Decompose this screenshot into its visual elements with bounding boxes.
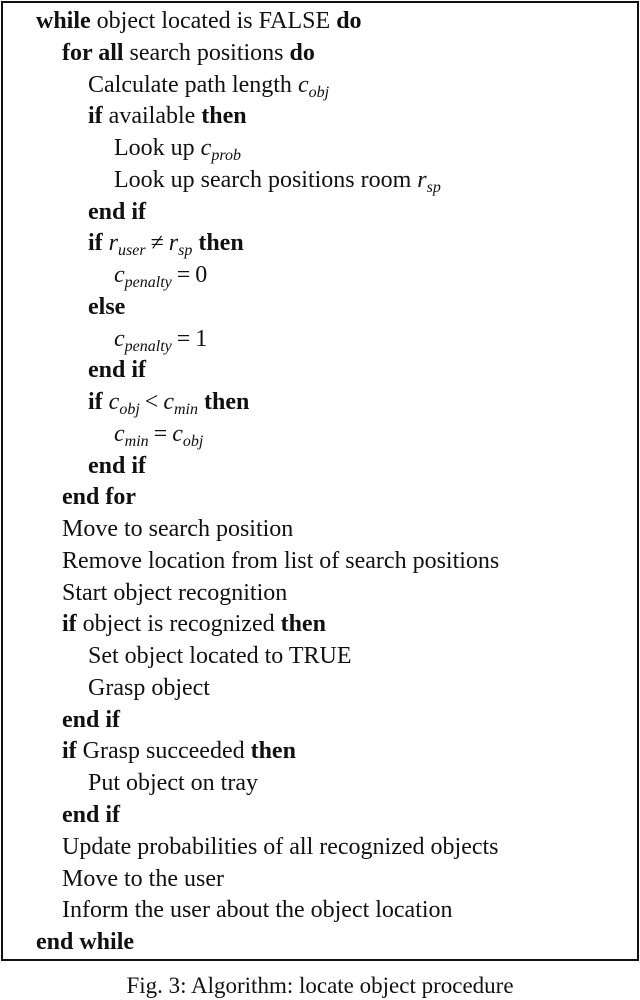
math-variable [172,420,204,450]
figure-caption: Fig. 3: Algorithm: locate object procedure [126,973,514,998]
keyword: then [201,103,247,130]
keyword: end if [88,357,147,384]
algorithm-line [62,481,136,513]
algorithm-line [62,513,293,545]
operator: = [153,420,168,447]
variable-subscript: penalty [124,337,172,355]
algorithm-line [62,608,326,640]
variable-symbol: c [172,420,183,447]
math-variable [114,420,149,450]
text: Start object recognition [62,579,288,606]
keyword: end if [62,802,121,828]
algorithm-line [88,227,244,259]
variable-symbol: r [417,166,427,193]
variable-subscript: penalty [124,274,172,292]
algorithm-line [88,291,125,323]
text: 0 [195,262,208,289]
text: object is recognized [76,611,281,638]
keyword: end if [88,452,147,479]
operator: < [144,389,159,416]
algorithm-line [62,799,120,831]
variable-subscript: sp [426,178,441,196]
algorithm-line [88,354,146,386]
keyword: if [62,738,77,765]
algorithm-line [114,132,241,164]
algorithm-line [114,259,207,291]
algorithm-line [114,164,441,196]
keyword: end if [88,198,147,225]
keyword: while [36,8,91,34]
algorithm-line [62,894,453,926]
math-variable [200,135,241,165]
variable-symbol: r [108,230,119,257]
variable-subscript: obj [119,401,140,419]
text: Update probabilities of all recognized objects [62,833,499,860]
text: Look up [114,135,201,162]
text: Inform the user about the object location [62,897,453,924]
text: Calculate path length [88,71,298,98]
variable-symbol: c [114,262,125,289]
keyword: then [280,611,326,638]
algorithm-line [62,577,287,609]
algorithm-line [62,863,224,895]
algorithm-line [88,196,146,228]
algorithm-box [1,1,639,961]
algorithm-line [36,5,362,37]
keyword: else [88,293,126,320]
algorithm-line [62,831,499,863]
keyword: then [250,738,296,765]
algorithm-line [62,704,120,736]
algorithm-line [62,545,499,577]
algorithm-line [88,386,249,418]
variable-subscript: min [173,401,198,419]
keyword: if [88,230,103,257]
text: Remove location from list of search positions [62,547,500,574]
keyword: if [88,389,103,416]
algorithm-line [36,926,134,958]
text: Set object located to TRUE [88,643,352,670]
variable-symbol: c [163,389,174,416]
math-variable [108,230,146,260]
variable-subscript: obj [182,432,204,450]
text: available [102,103,202,130]
math-variable [163,389,198,419]
operator: ≠ [150,230,164,257]
text: 1 [195,325,208,352]
text: Move to the user [62,865,224,892]
algorithm-line [88,767,258,799]
algorithm-line [88,69,329,101]
keyword: then [198,230,244,257]
keyword: for all [62,39,124,66]
math-variable [114,325,172,355]
variable-symbol: r [168,230,179,257]
text: object located is FALSE [90,8,337,34]
keyword: then [203,389,250,416]
text: Put object on tray [88,770,258,797]
text: Grasp object [88,674,210,701]
variable-symbol: c [108,389,120,416]
algorithm-line [88,100,247,132]
operator: = [176,325,191,352]
variable-symbol: c [114,325,125,352]
variable-subscript: prob [211,147,241,165]
math-variable [114,262,172,292]
text: Look up search positions room [114,166,418,193]
algorithm-line [88,672,210,704]
operator: = [176,262,191,289]
algorithm-line [62,735,296,767]
algorithm-line [88,640,352,672]
variable-symbol: c [297,71,309,98]
variable-subscript: obj [308,83,330,101]
math-variable [108,389,140,419]
variable-subscript: sp [178,242,193,260]
math-variable [417,166,441,196]
keyword: if [88,103,103,130]
math-variable [168,230,193,260]
algorithm-line [114,418,203,450]
keyword: do [336,8,362,34]
variable-symbol: c [114,420,125,447]
keyword: end for [62,484,136,511]
algorithm-line [88,450,146,482]
text: Move to search position [62,516,294,543]
algorithm-line [62,37,315,69]
text: search positions [123,39,290,66]
variable-subscript: user [118,242,146,260]
keyword: do [289,39,315,66]
text: Grasp succeeded [76,738,251,765]
algorithm-line [114,323,207,355]
variable-subscript: min [124,432,149,450]
keyword: end if [62,706,121,733]
variable-symbol: c [200,135,212,162]
keyword: end while [36,929,135,956]
keyword: if [62,611,77,638]
math-variable [297,71,330,101]
